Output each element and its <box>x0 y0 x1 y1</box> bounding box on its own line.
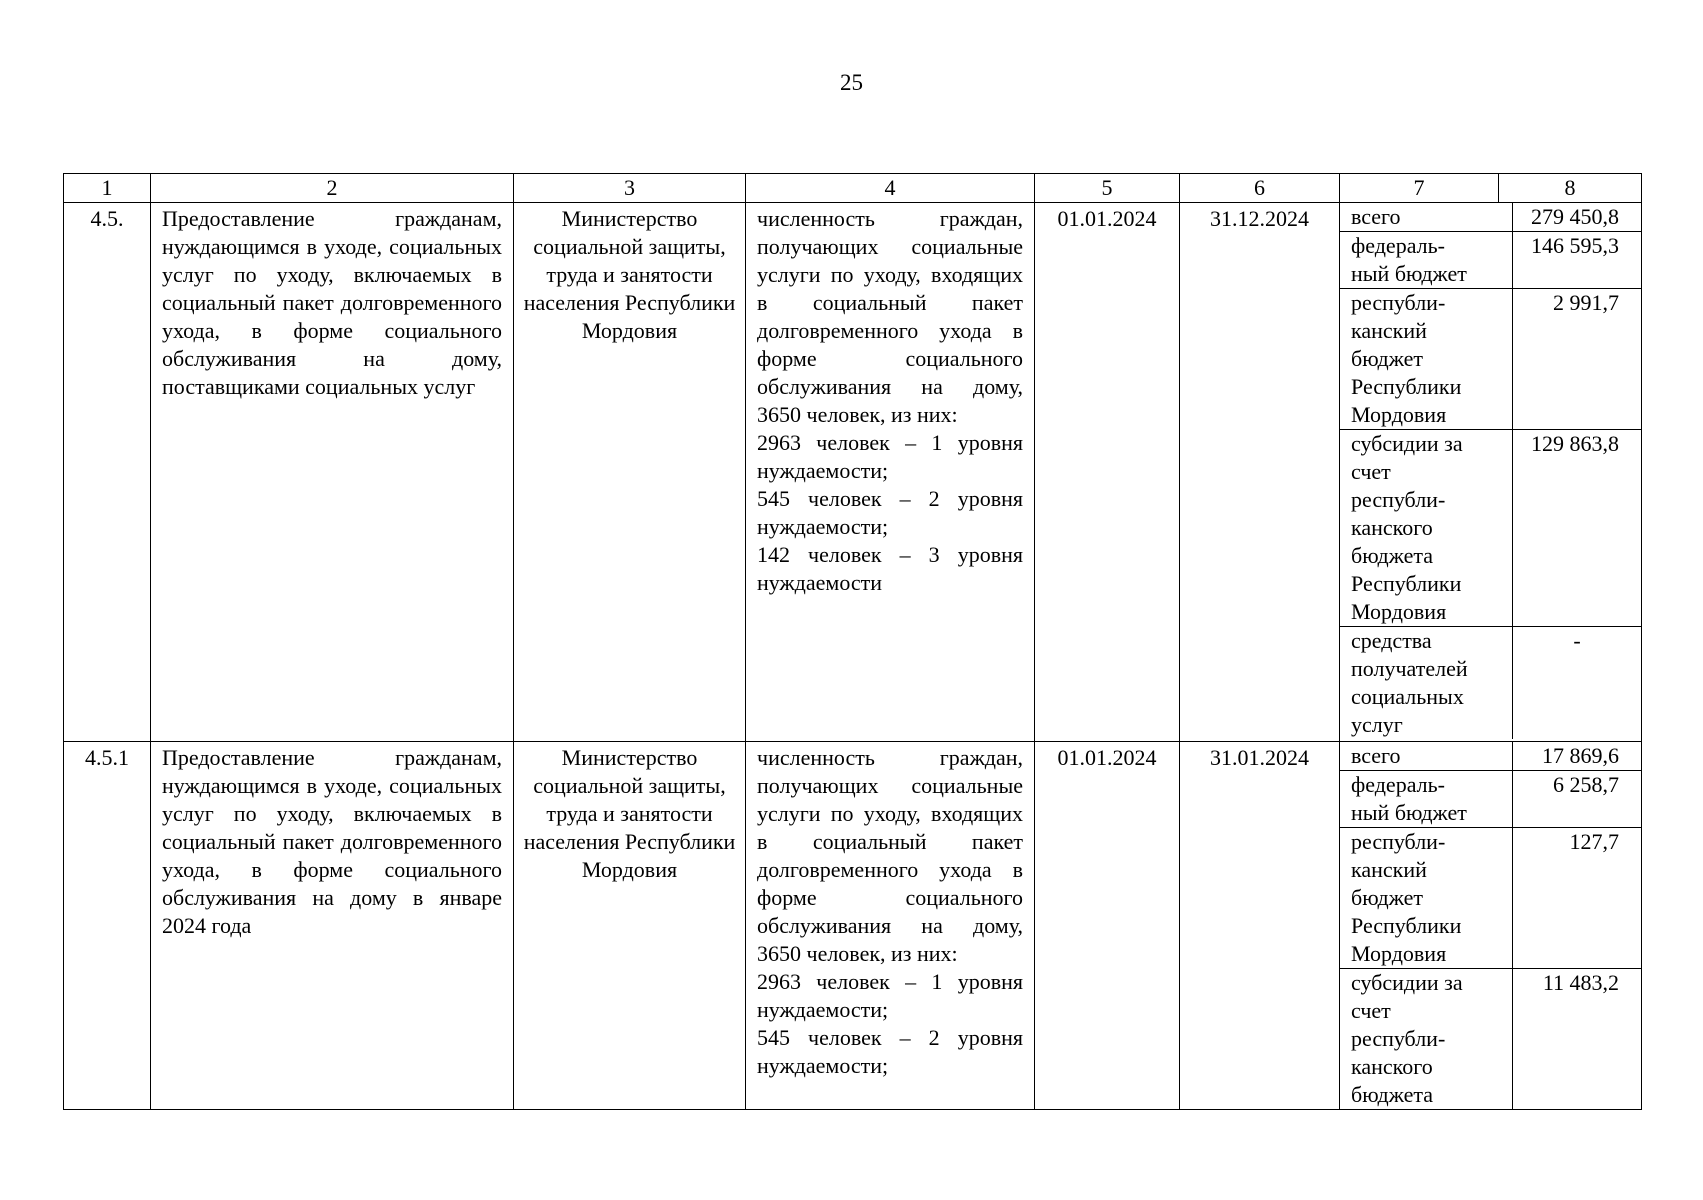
funding-amount: - <box>1573 628 1581 653</box>
funding-source: всего <box>1340 742 1513 771</box>
funding-row <box>1340 969 1641 1110</box>
row-number: 4.5.1 <box>64 742 151 1110</box>
funding-source: федераль- ный бюджет <box>1340 771 1513 828</box>
funding-source: республи- канский бюджет Республики Мордовия <box>1340 828 1513 969</box>
indicator: численность граждан, получающих социальные услуги по уходу, входящих в социальный пакет долговременного ухода в форме социального обслуживания на дому, 3650 человек, из них: 2963 человек – 1 уровня нуждаемости; 545 человек – 2 уровня нуждаемости; <box>746 742 1035 1110</box>
funding-row <box>1340 627 1641 740</box>
start-date: 01.01.2024 <box>1035 203 1180 742</box>
program-table <box>63 173 1642 1110</box>
funding-amount: 6 258,7 <box>1513 771 1642 828</box>
funding-amount: 279 450,8 <box>1513 203 1642 232</box>
funding-row <box>1340 771 1641 828</box>
funding-amount: 146 595,3 <box>1513 232 1642 289</box>
funding-amount: 2 991,7 <box>1513 289 1642 430</box>
indicator: численность граждан, получающих социальные услуги по уходу, входящих в социальный пакет долговременного ухода в форме социального обслуживания на дому, 3650 человек, из них: 2963 человек – 1 уровня нуждаемости; 545 человек – 2 уровня нуждаемости; 142 человек – 3 уровня нуждаемости <box>746 203 1035 742</box>
measure-name: Предоставление гражданам, нуждающимся в уходе, социальных услуг по уходу, включаемых в социальный пакет долговременного ухода, в форме социального обслуживания на дому в январе 2024 года <box>151 742 514 1110</box>
funding-cell <box>1340 203 1642 742</box>
end-date: 31.12.2024 <box>1180 203 1340 742</box>
funding-amount: 127,7 <box>1513 828 1642 969</box>
start-date: 01.01.2024 <box>1035 742 1180 1110</box>
executor: Министерство социальной защиты, труда и занятости населения Республики Мордовия <box>514 203 746 742</box>
executor: Министерство социальной защиты, труда и занятости населения Республики Мордовия <box>514 742 746 1110</box>
funding-table <box>1340 203 1641 739</box>
funding-source: федераль- ный бюджет <box>1340 232 1513 289</box>
row-number: 4.5. <box>64 203 151 742</box>
header-cell: 3 <box>514 174 746 203</box>
header-cell: 4 <box>746 174 1035 203</box>
header-cell: 8 <box>1499 174 1642 203</box>
funding-amount: 129 863,8 <box>1513 430 1642 627</box>
table-row <box>64 742 1642 1110</box>
funding-row <box>1340 232 1641 289</box>
funding-row <box>1340 203 1641 232</box>
end-date: 31.01.2024 <box>1180 742 1340 1110</box>
funding-source: республи- канский бюджет Республики Мордовия <box>1340 289 1513 430</box>
header-cell: 7 <box>1340 174 1499 203</box>
funding-amount: 11 483,2 <box>1542 970 1619 995</box>
table-row <box>64 203 1642 742</box>
funding-row <box>1340 430 1641 627</box>
header-cell: 5 <box>1035 174 1180 203</box>
header-cell: 2 <box>151 174 514 203</box>
funding-source: всего <box>1340 203 1513 232</box>
funding-row <box>1340 742 1641 771</box>
measure-name: Предоставление гражданам, нуждающимся в уходе, социальных услуг по уходу, включаемых в социальный пакет долговременного ухода, в форме социального обслуживания на дому, поставщиками социальных услуг <box>151 203 514 742</box>
funding-cell <box>1340 742 1642 1110</box>
funding-amount: 17 869,6 <box>1513 742 1642 771</box>
page-number: 25 <box>840 70 863 95</box>
header-cell: 1 <box>64 174 151 203</box>
header-cell: 6 <box>1180 174 1340 203</box>
funding-source: средства получателей социальных услуг <box>1340 627 1513 740</box>
funding-row <box>1340 828 1641 969</box>
funding-table <box>1340 742 1641 1109</box>
funding-source: субсидии за счет республи- канского бюджета <box>1340 969 1513 1110</box>
funding-source: субсидии за счет республи- канского бюджета Республики Мордовия <box>1340 430 1513 627</box>
table-header-row <box>64 174 1642 203</box>
funding-row <box>1340 289 1641 430</box>
